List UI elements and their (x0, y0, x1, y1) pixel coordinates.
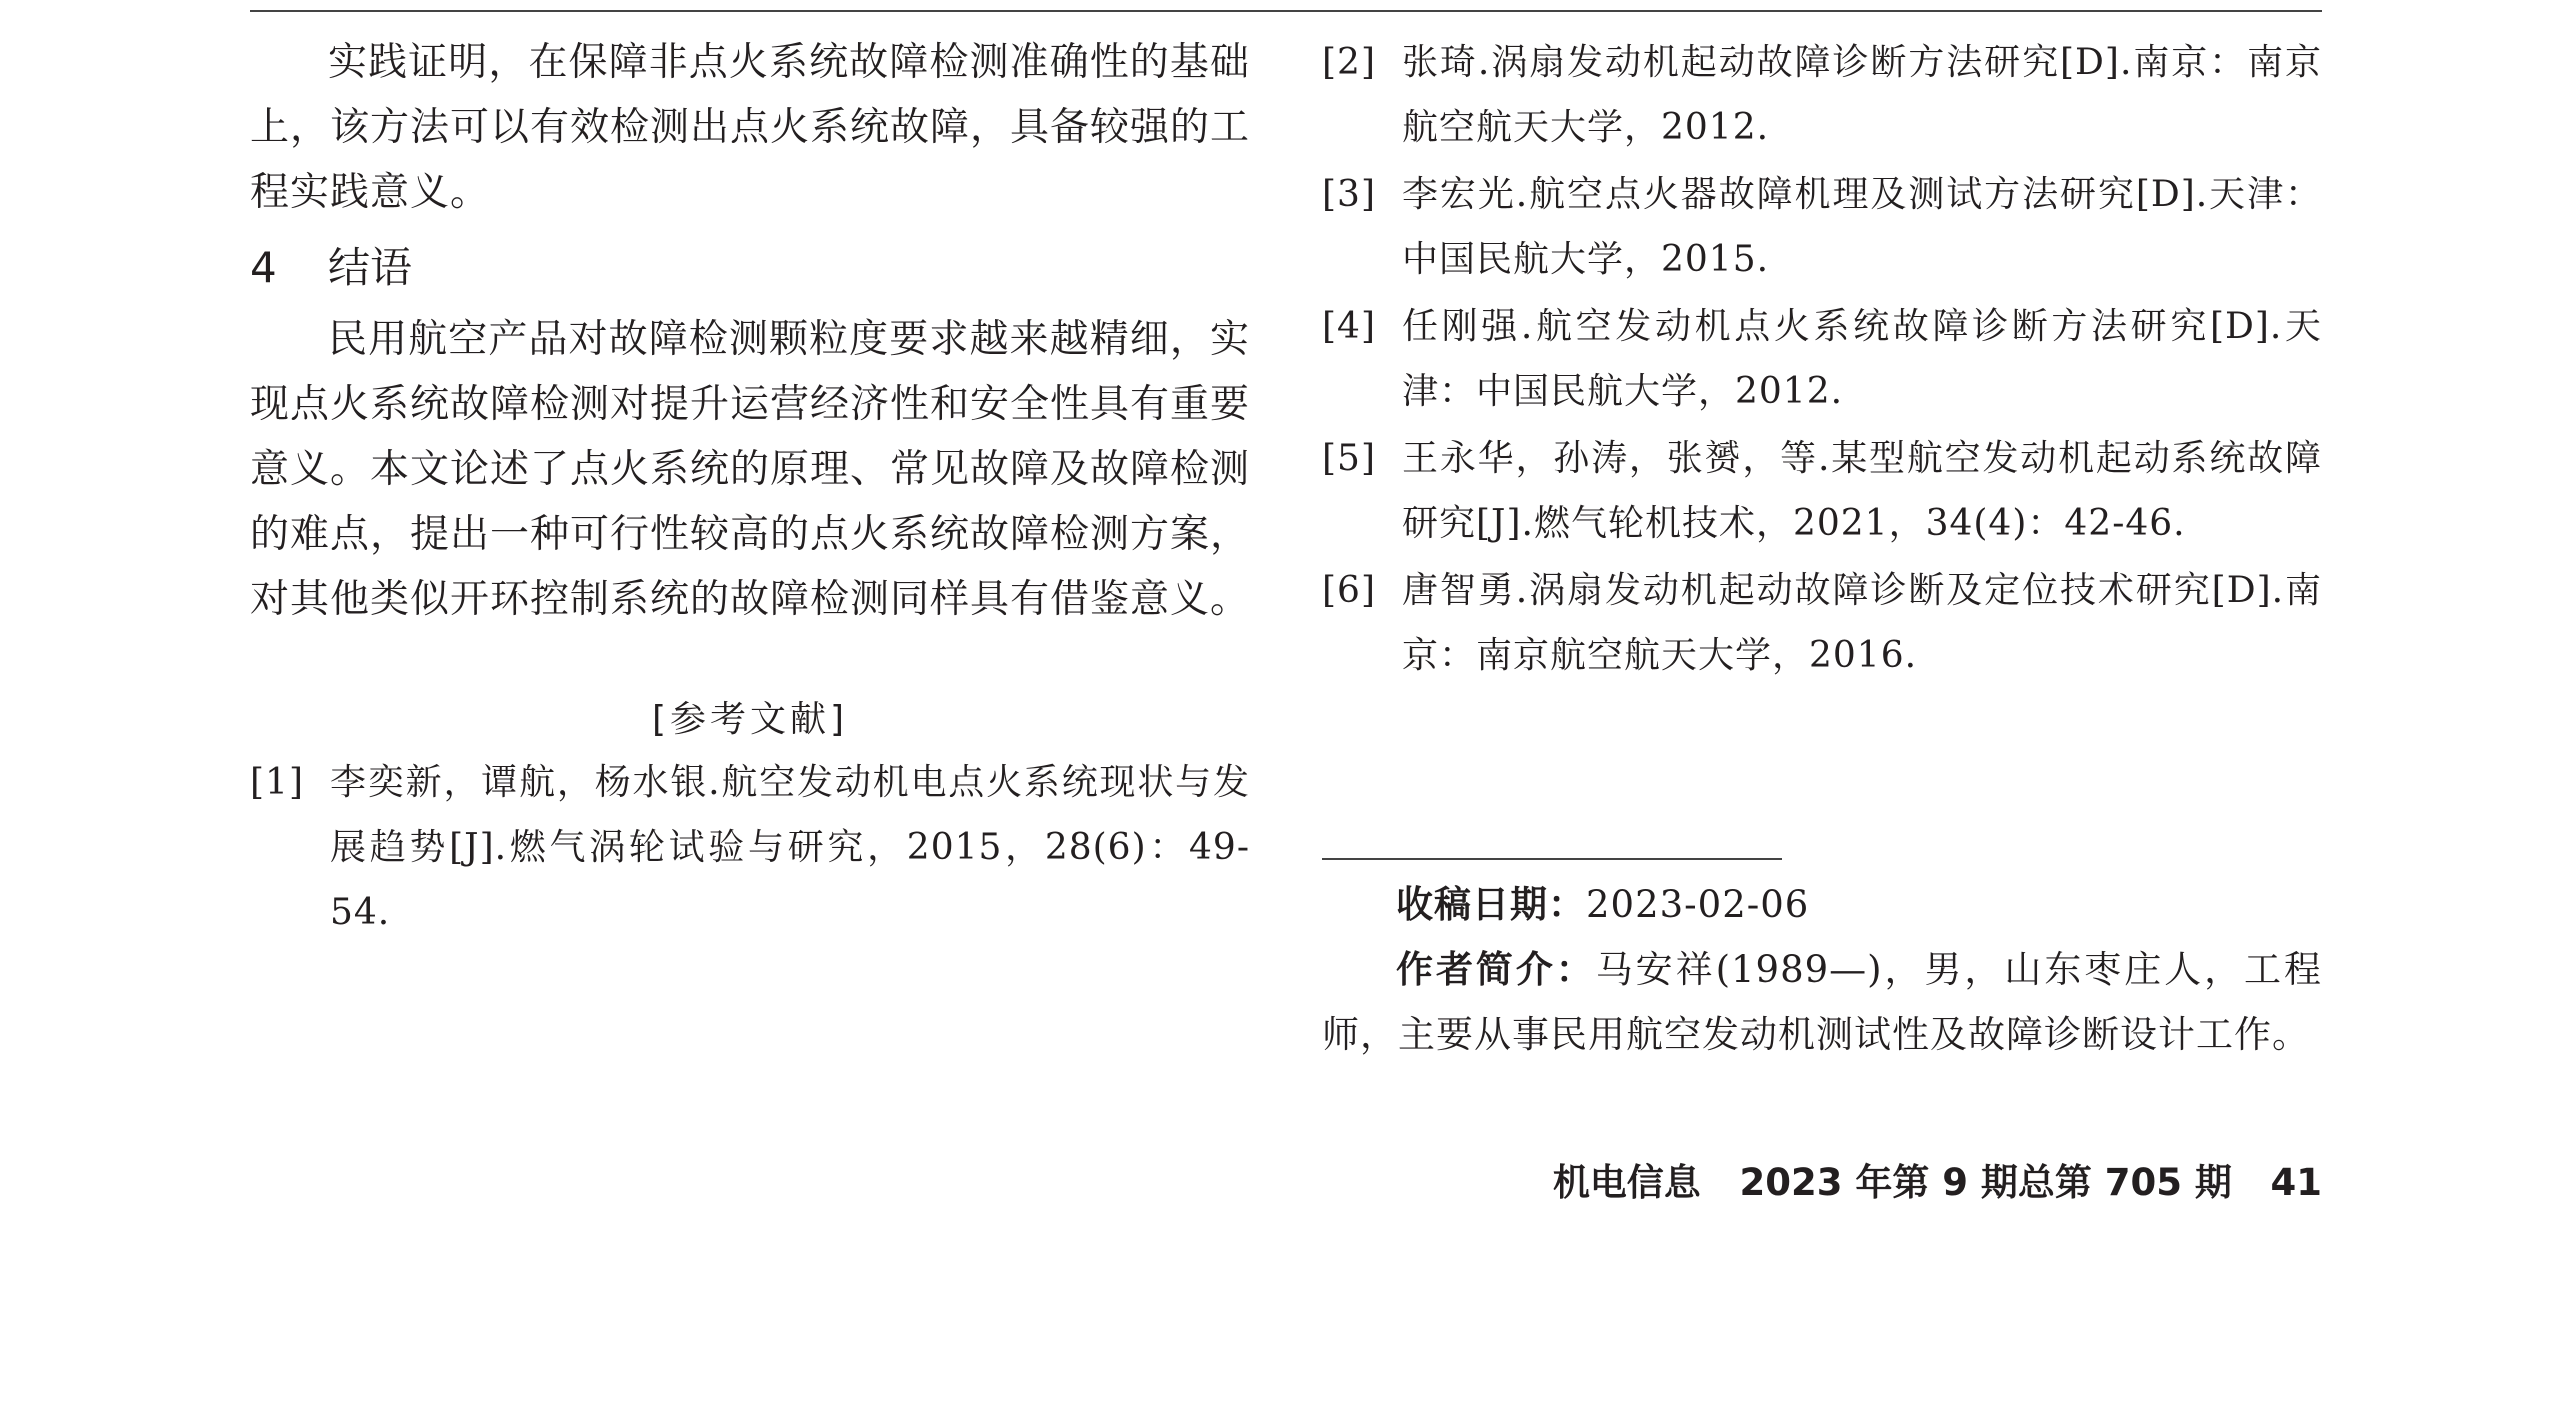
left-column (250, 30, 1250, 947)
paragraph-conclusion-practice: 实践证明，在保障非点火系统故障检测准确性的基础上，该方法可以有效检测出点火系统故障，具备较强的工程实践意义。 (250, 40, 1251, 215)
reference-text: 李宏光.航空点火器故障机理及测试方法研究[D].天津：中国民航大学，2015. (1402, 174, 2322, 280)
received-date-label: 收稿日期： (1396, 883, 1586, 926)
reference-tag: [5] (1322, 438, 1376, 479)
reference-tag: [4] (1322, 306, 1376, 347)
reference-text: 任刚强.航空发动机点火系统故障诊断方法研究[D].天津：中国民航大学，2012. (1402, 306, 2322, 412)
reference-item-6 (1322, 558, 2322, 688)
page-number: 41 (2270, 1161, 2322, 1204)
reference-item-5 (1322, 426, 2322, 556)
author-bio (1322, 937, 2322, 1067)
reference-tag: [6] (1322, 570, 1376, 611)
top-rule (250, 10, 2322, 12)
reference-item-1 (250, 750, 1250, 945)
page-footer (1322, 1158, 2322, 1208)
journal-name: 机电信息 (1552, 1161, 1701, 1204)
right-column (1322, 30, 2322, 1067)
reference-item-4 (1322, 294, 2322, 424)
reference-text: 李奕新，谭航，杨水银.航空发动机电点火系统现状与发展趋势[J].燃气涡轮试验与研究，2015，28(6)：49-54. (330, 762, 1250, 933)
reference-tag: [2] (1322, 42, 1376, 83)
reference-tag: [1] (250, 762, 304, 803)
section-number: 4 (250, 243, 277, 292)
reference-item-3 (1322, 162, 2322, 292)
reference-text: 唐智勇.涡扇发动机起动故障诊断及定位技术研究[D].南京：南京航空航天大学，2016. (1402, 570, 2322, 676)
section-heading (250, 233, 1250, 303)
references-heading: [参考文献] (651, 699, 849, 740)
issue-info: 2023 年第 9 期总第 705 期 (1739, 1161, 2232, 1204)
received-date (1322, 872, 2322, 937)
section-title: 结语 (328, 243, 413, 292)
reference-item-2 (1322, 30, 2322, 160)
reference-text: 王永华，孙涛，张赟，等.某型航空发动机起动系统故障研究[J].燃气轮机技术，2021，34(4)：42-46. (1402, 438, 2322, 544)
author-bio-text: 马安祥(1989—)，男，山东枣庄人，工程师，主要从事民用航空发动机测试性及故障诊断设计工作。 (1322, 948, 2322, 1056)
paragraph-conclusion: 民用航空产品对故障检测颗粒度要求越来越精细，实现点火系统故障检测对提升运营经济性和安全性具有重要意义。本文论述了点火系统的原理、常见故障及故障检测的难点，提出一种可行性较高的点火系统故障检测方案，对其他类似开环控制系统的故障检测同样具有借鉴意义。 (250, 317, 1251, 622)
author-bio-label: 作者简介： (1396, 948, 1596, 991)
footnote-rule (1322, 858, 1782, 860)
reference-tag: [3] (1322, 174, 1376, 215)
reference-text: 张琦.涡扇发动机起动故障诊断方法研究[D].南京：南京航空航天大学，2012. (1402, 42, 2322, 148)
received-date-value: 2023-02-06 (1586, 883, 1810, 926)
